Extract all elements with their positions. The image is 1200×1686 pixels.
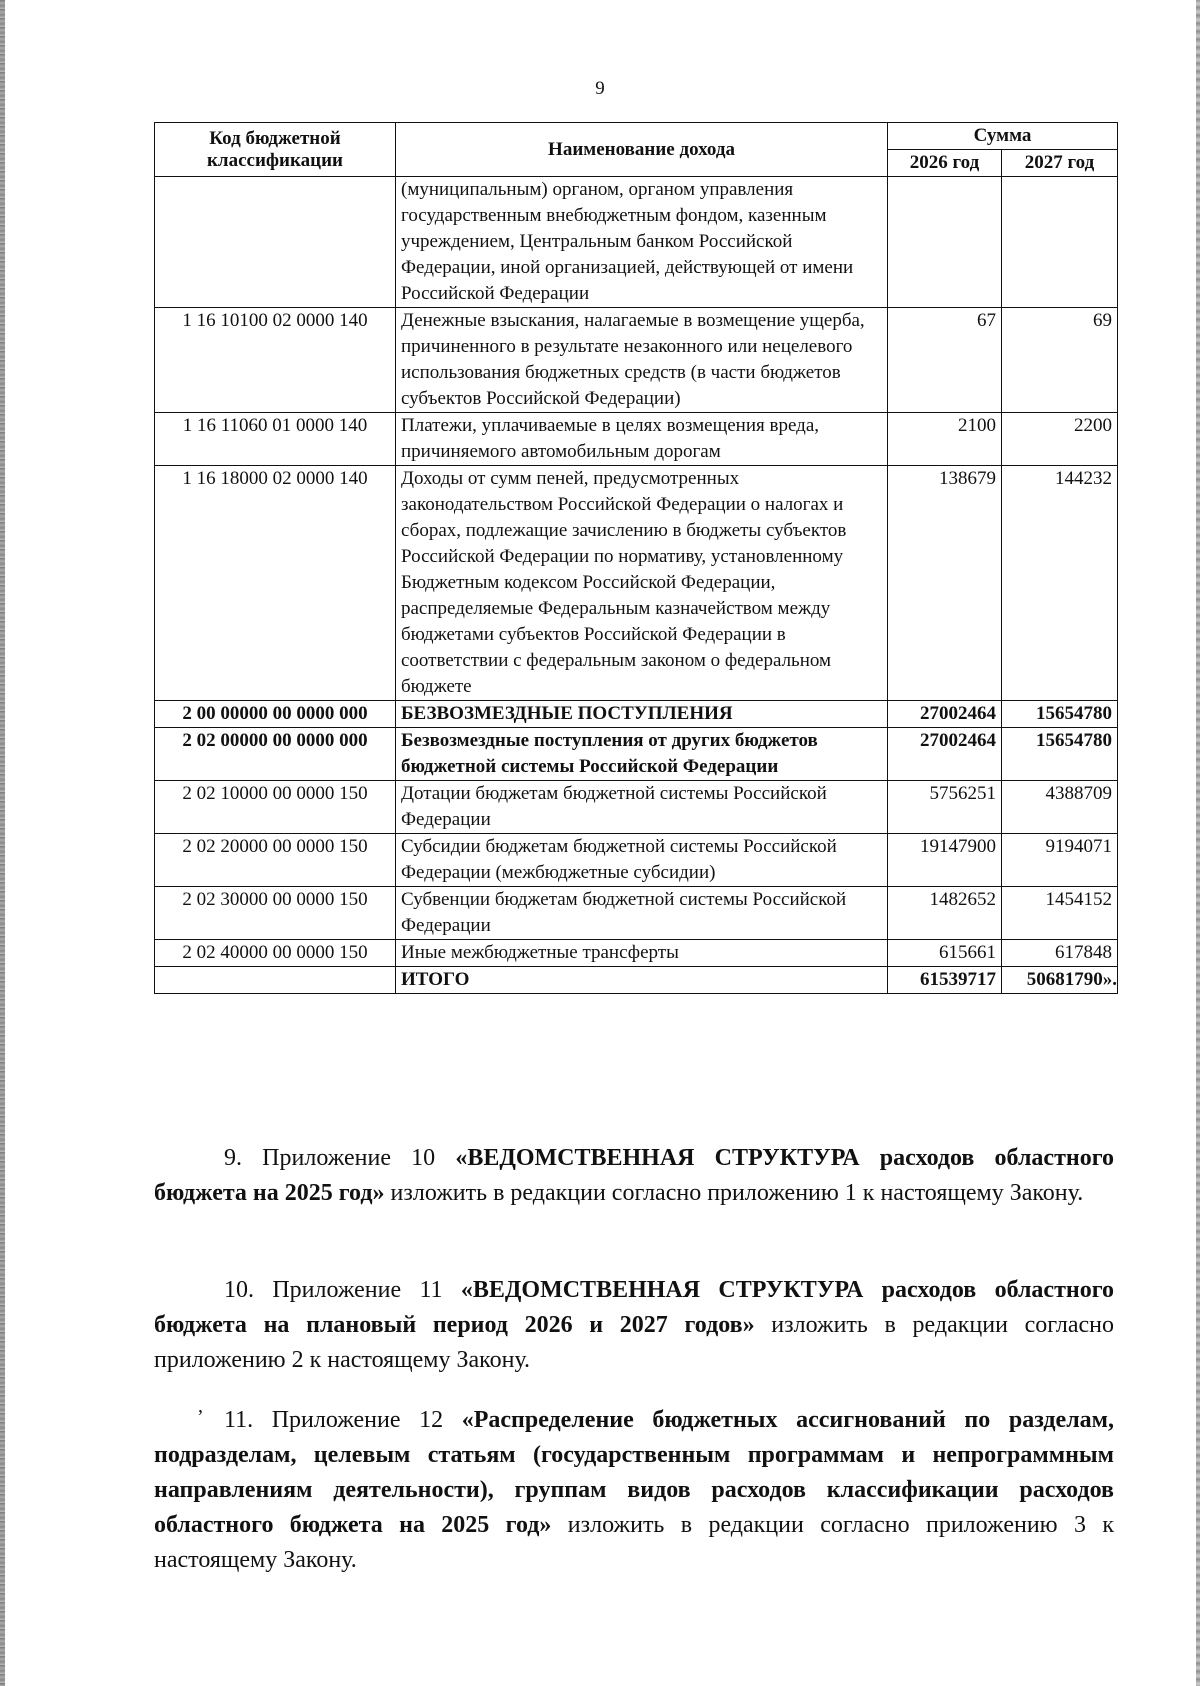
paragraph-11 <box>154 1403 1114 1578</box>
header-year-2026: 2026 год <box>888 150 1002 177</box>
cell-code <box>155 967 396 994</box>
cell-2026: 615661 <box>888 940 1002 967</box>
paragraph-10 <box>154 1273 1114 1378</box>
cell-name: Иные межбюджетные трансферты <box>396 940 888 967</box>
cell-2026: 1482652 <box>888 887 1002 940</box>
table-row <box>155 701 1118 728</box>
cell-name: Субсидии бюджетам бюджетной системы Российской Федерации (межбюджетные субсидии) <box>396 834 888 887</box>
cell-2027: 50681790». <box>1002 967 1118 994</box>
paragraph-prefix: 10. Приложение 11 <box>224 1277 461 1303</box>
cell-2026 <box>888 177 1002 308</box>
cell-code <box>155 177 396 308</box>
table-row <box>155 308 1118 413</box>
cell-2026: 138679 <box>888 466 1002 701</box>
cell-2026: 67 <box>888 308 1002 413</box>
table-header-row <box>155 123 1118 150</box>
cell-name: Платежи, уплачиваемые в целях возмещения вреда, причиняемого автомобильным дорогам <box>396 413 888 466</box>
paragraph-bold: «ВЕДОМСТВЕННАЯ СТРУКТУРА расходов областного бюджета на 2025 год» <box>154 1145 1114 1206</box>
cell-code: 1 16 10100 02 0000 140 <box>155 308 396 413</box>
cell-2027 <box>1002 177 1118 308</box>
cell-2027: 617848 <box>1002 940 1118 967</box>
table-row <box>155 177 1118 308</box>
cell-2026: 61539717 <box>888 967 1002 994</box>
cell-2027: 4388709 <box>1002 781 1118 834</box>
cell-name: ИТОГО <box>396 967 888 994</box>
cell-name: Безвозмездные поступления от других бюджетов бюджетной системы Российской Федерации <box>396 728 888 781</box>
cell-code: 2 00 00000 00 0000 000 <box>155 701 396 728</box>
table-row <box>155 728 1118 781</box>
table-row <box>155 887 1118 940</box>
table-row <box>155 781 1118 834</box>
paragraph-bold: «Распределение бюджетных ассигнований по разделам, подразделам, целевым статьям (государственным программам и непрограммным направлениям деятельности), группам видов расходов классификации расходов областного бюджета на 2025 год» <box>154 1407 1115 1538</box>
table-row <box>155 466 1118 701</box>
table-body <box>155 177 1118 994</box>
table-row-total <box>155 967 1118 994</box>
cell-code: 1 16 11060 01 0000 140 <box>155 413 396 466</box>
cell-2026: 2100 <box>888 413 1002 466</box>
paragraph-prefix: 11. Приложение 12 <box>224 1407 462 1433</box>
cell-code: 1 16 18000 02 0000 140 <box>155 466 396 701</box>
table-row <box>155 413 1118 466</box>
paragraph-9 <box>154 1141 1114 1211</box>
paragraph-suffix: изложить в редакции согласно приложению 2 к настоящему Закону. <box>154 1312 1115 1373</box>
cell-name: БЕЗВОЗМЕЗДНЫЕ ПОСТУПЛЕНИЯ <box>396 701 888 728</box>
paragraph-suffix: изложить в редакции согласно приложению 3 к настоящему Закону. <box>154 1512 1114 1573</box>
paragraph-prefix: 9. Приложение 10 <box>224 1145 456 1171</box>
cell-2027: 1454152 <box>1002 887 1118 940</box>
cell-2027: 9194071 <box>1002 834 1118 887</box>
cell-code: 2 02 30000 00 0000 150 <box>155 887 396 940</box>
scan-edge-left <box>0 0 5 1686</box>
cell-name: (муниципальным) органом, органом управления государственным внебюджетным фондом, казенным учреждением, Центральным банком Российской Федерации, иной организацией, действующей от имени Российской Федерации <box>396 177 888 308</box>
cell-name: Субвенции бюджетам бюджетной системы Российской Федерации <box>396 887 888 940</box>
cell-code: 2 02 20000 00 0000 150 <box>155 834 396 887</box>
header-name: Наименование дохода <box>396 123 888 177</box>
header-year-2027: 2027 год <box>1002 150 1118 177</box>
header-sum: Сумма <box>888 123 1118 150</box>
paragraph-bold: «ВЕДОМСТВЕННАЯ СТРУКТУРА расходов областного бюджета на плановый период 2026 и 2027 годов» <box>154 1277 1115 1338</box>
cell-2026: 19147900 <box>888 834 1002 887</box>
cell-2026: 27002464 <box>888 728 1002 781</box>
revenue-table <box>154 122 1118 994</box>
table-row <box>155 940 1118 967</box>
cell-2026: 27002464 <box>888 701 1002 728</box>
table-row <box>155 834 1118 887</box>
cell-2027: 144232 <box>1002 466 1118 701</box>
cell-2027: 15654780 <box>1002 701 1118 728</box>
cell-2027: 15654780 <box>1002 728 1118 781</box>
cell-code: 2 02 40000 00 0000 150 <box>155 940 396 967</box>
cell-code: 2 02 00000 00 0000 000 <box>155 728 396 781</box>
cell-2027: 2200 <box>1002 413 1118 466</box>
cell-2026: 5756251 <box>888 781 1002 834</box>
cell-code: 2 02 10000 00 0000 150 <box>155 781 396 834</box>
cell-2027: 69 <box>1002 308 1118 413</box>
stray-mark: , <box>198 1395 203 1417</box>
cell-name: Денежные взыскания, налагаемые в возмещение ущерба, причиненного в результате незаконного или нецелевого использования бюджетных средств (в части бюджетов субъектов Российской Федерации) <box>396 308 888 413</box>
page-number: 9 <box>595 78 605 99</box>
cell-name: Доходы от сумм пеней, предусмотренных законодательством Российской Федерации о налогах и сборах, подлежащие зачислению в бюджеты субъектов Российской Федерации по нормативу, установленному Бюджетным кодексом Российской Федерации, распределяемые Федеральным казначейством между бюджетами субъектов Российской Федерации в соответствии с федеральным законом о федеральном бюджете <box>396 466 888 701</box>
header-code: Код бюджетной классификации <box>155 123 396 177</box>
scan-edge-right <box>1196 0 1200 1686</box>
cell-name: Дотации бюджетам бюджетной системы Российской Федерации <box>396 781 888 834</box>
paragraph-suffix: изложить в редакции согласно приложению 1 к настоящему Закону. <box>384 1180 1084 1206</box>
